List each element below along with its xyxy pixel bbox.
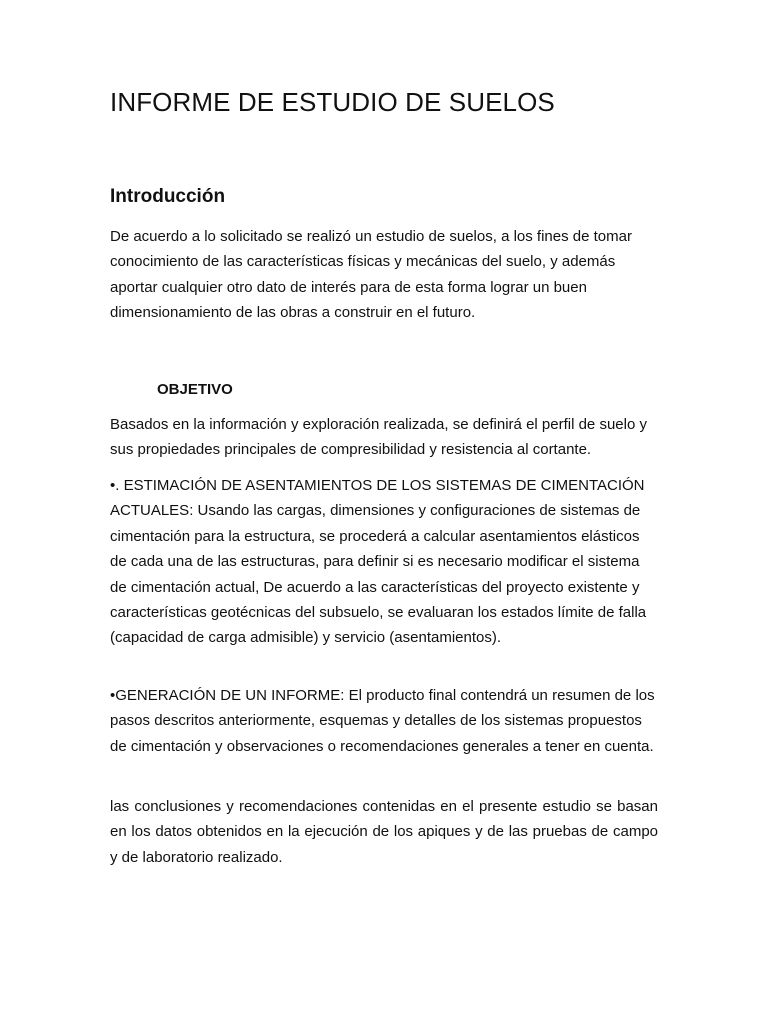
introduction-paragraph: De acuerdo a lo solicitado se realizó un estudio de suelos, a los fines de tomar conocimiento de las características físicas y mecánicas del suelo, y además aportar cualquier otro dato de interés para de esta forma lograr un buen dimensionamiento de las obras a construir en el futuro.	[110, 228, 632, 322]
conclusions-paragraph: las conclusiones y recomendaciones contenidas en el presente estudio se basan en los datos obtenidos en la ejecución de los apiques y de las pruebas de campo y de laboratorio realizado.	[110, 798, 658, 866]
objective-paragraph: Basados en la información y exploración realizada, se definirá el perfil de suelo y sus propiedades principales de compresibilidad y resistencia al cortante.	[110, 416, 647, 459]
report-generation-bullet: •GENERACIÓN DE UN INFORME: El producto final contendrá un resumen de los pasos descritos anteriormente, esquemas y detalles de los sistemas propuestos de cimentación y observaciones o recomendaciones generales a tener en cuenta.	[110, 687, 655, 755]
document-title: INFORME DE ESTUDIO DE SUELOS	[110, 87, 555, 117]
introduction-heading: Introducción	[110, 186, 226, 207]
objective-heading: OBJETIVO	[157, 381, 233, 398]
settlement-estimation-bullet: •. ESTIMACIÓN DE ASENTAMIENTOS DE LOS SISTEMAS DE CIMENTACIÓN ACTUALES: Usando las cargas, dimensiones y configuraciones de sistemas de cimentación para la estructura, se procederá a calcular asentamientos elásticos de cada una de las estructuras, para definir si es necesario modificar el sistema de cimentación actual, De acuerdo a las características del proyecto existente y características geotécnicas del subsuelo, se evaluaran los estados límite de falla (capacidad de carga admisible) y servicio (asentamientos).	[110, 477, 647, 647]
